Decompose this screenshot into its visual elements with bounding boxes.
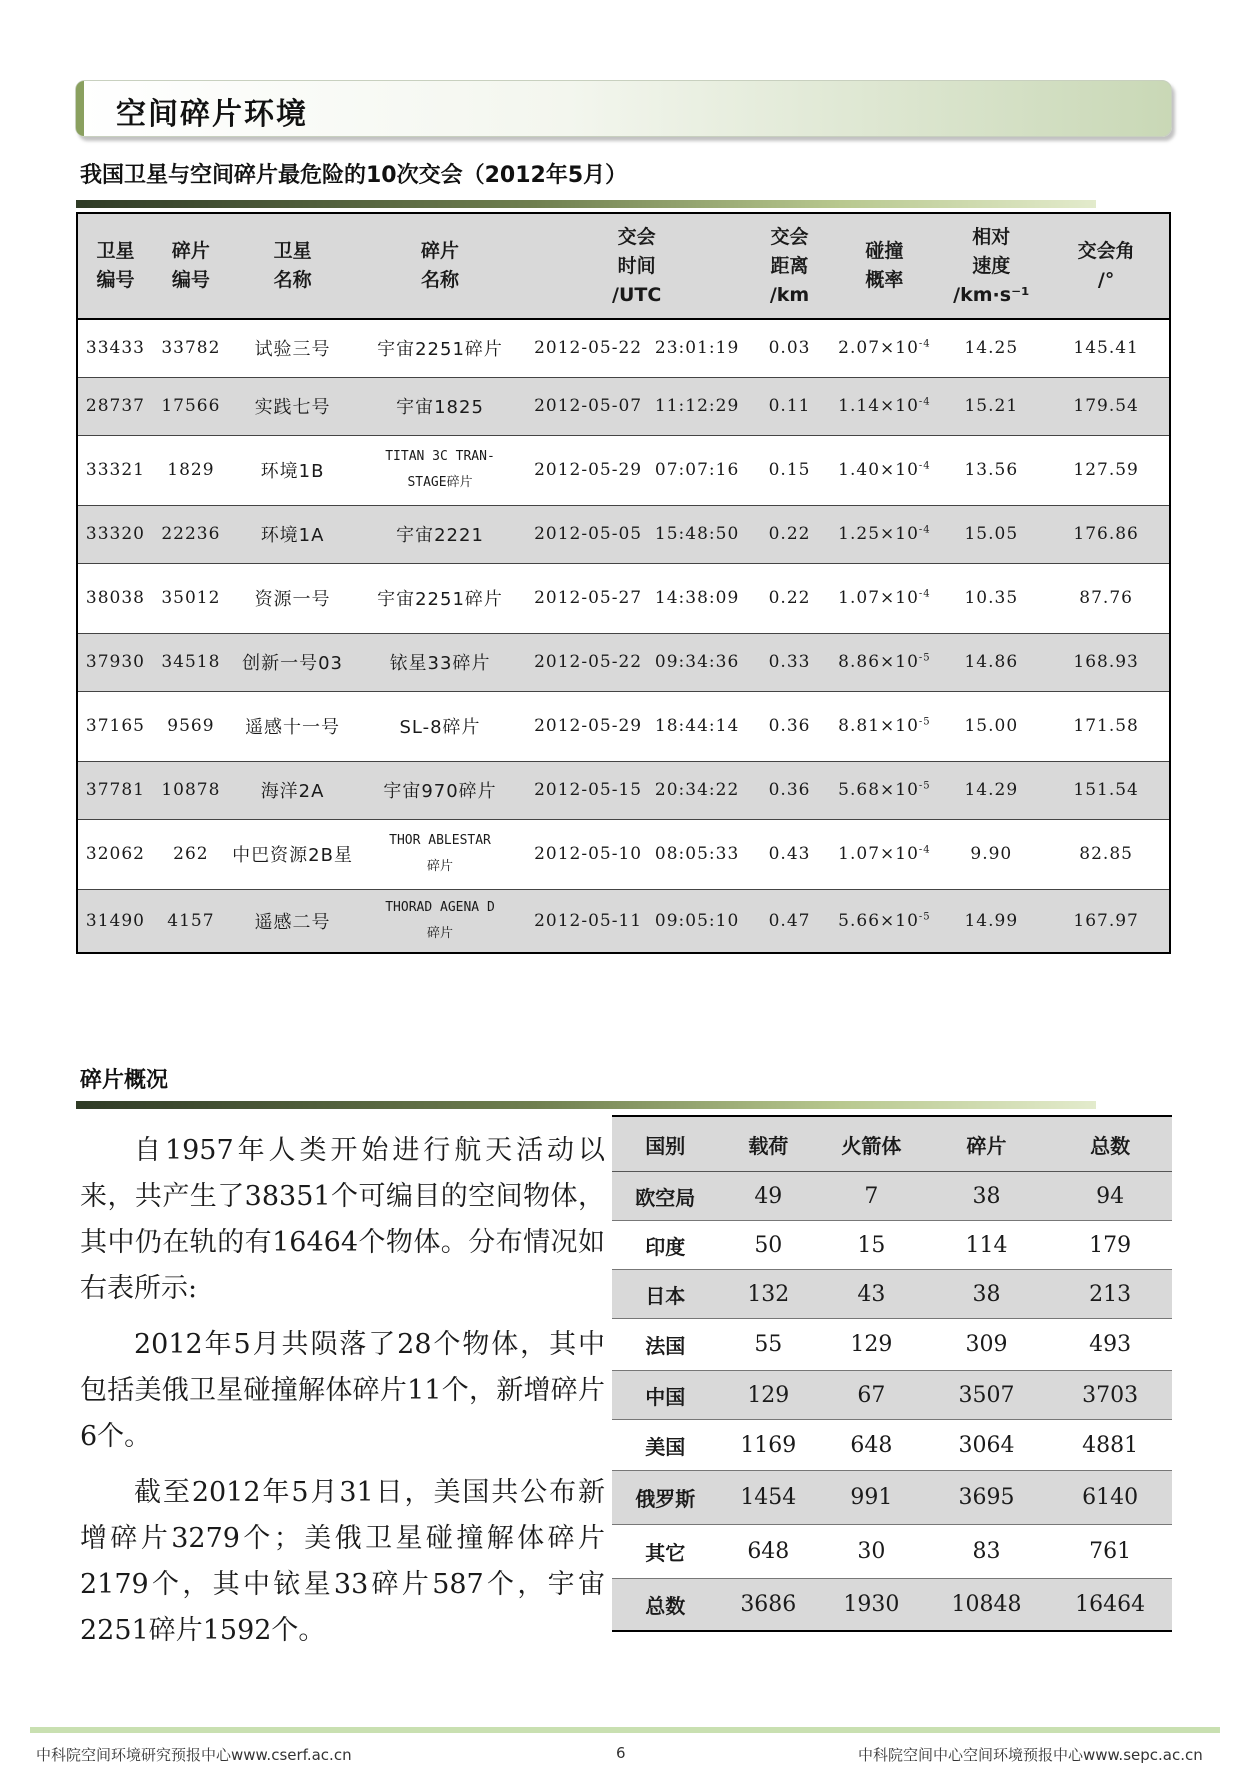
angle-cell: 127.59: [1043, 435, 1170, 505]
angle-cell: 145.41: [1043, 319, 1170, 377]
satellite-name-cell: 环境1A: [229, 505, 356, 563]
distance-cell: 0.03: [750, 319, 830, 377]
paragraph: 2012年5月共陨落了28个物体，其中包括美俄卫星碰撞解体碎片11个，新增碎片6个。: [80, 1329, 605, 1452]
column-header-line: 交会: [770, 225, 809, 248]
debris-name-line: 铱星33碎片: [389, 653, 491, 674]
angle-cell: 171.58: [1043, 691, 1170, 761]
probability-cell: [829, 377, 939, 435]
satellite-name-cell: 遥感十一号: [229, 691, 356, 761]
time-cell: 2012-05-05 15:48:50: [524, 505, 750, 563]
satellite-id-cell: 31490: [77, 889, 153, 953]
count-cell: 43: [818, 1270, 925, 1319]
satellite-id-cell: 28737: [77, 377, 153, 435]
debris-name-line: 宇宙970碎片: [383, 781, 497, 802]
table-row: [612, 1471, 1172, 1525]
debris-id-cell: 9569: [153, 691, 229, 761]
probability-cell: [829, 563, 939, 633]
time-cell: 2012-05-11 09:05:10: [524, 889, 750, 953]
paragraph: 截至2012年5月31日，美国共公布新增碎片3279个；美俄卫星碰撞解体碎片2179个，其中铱星33碎片587个，宇宙2251碎片1592个。: [80, 1477, 605, 1646]
angle-cell: 176.86: [1043, 505, 1170, 563]
debris-name-line: SL-8碎片: [399, 717, 481, 738]
debris-name-cell: [356, 435, 523, 505]
time-cell: 2012-05-07 11:12:29: [524, 377, 750, 435]
count-cell: 114: [925, 1221, 1049, 1270]
probability-exponent: -5: [918, 780, 931, 792]
distance-cell: 0.43: [750, 819, 830, 889]
country-name-cell: 俄罗斯: [612, 1471, 719, 1525]
column-header-line: /°: [1097, 269, 1115, 291]
column-header-line: 卫星: [96, 240, 135, 262]
count-cell: 4881: [1048, 1420, 1172, 1471]
probability-exponent: -5: [918, 911, 931, 923]
debris-id-cell: 33782: [153, 319, 229, 377]
satellite-id-cell: 37781: [77, 761, 153, 819]
distance-cell: 0.36: [750, 691, 830, 761]
probability-mantissa: 5.66×10: [838, 910, 919, 931]
column-header: [1043, 213, 1170, 319]
probability-cell: [829, 691, 939, 761]
debris-id-cell: 35012: [153, 563, 229, 633]
column-header-line: 名称: [273, 269, 312, 291]
country-body: [612, 1172, 1172, 1631]
debris-name-cell: [356, 563, 523, 633]
probability-exponent: -5: [918, 652, 931, 664]
overview-body: [80, 1128, 605, 1664]
velocity-cell: 13.56: [939, 435, 1043, 505]
velocity-cell: 10.35: [939, 563, 1043, 633]
table-row: [77, 563, 1170, 633]
debris-name-line: THOR ABLESTAR: [389, 833, 491, 848]
angle-cell: 179.54: [1043, 377, 1170, 435]
probability-mantissa: 2.07×10: [838, 338, 919, 359]
table-row: [612, 1270, 1172, 1319]
time-cell: 2012-05-29 07:07:16: [524, 435, 750, 505]
velocity-cell: 15.00: [939, 691, 1043, 761]
table-row: [77, 633, 1170, 691]
count-cell: 3064: [925, 1420, 1049, 1471]
count-cell: 67: [818, 1371, 925, 1420]
country-name-cell: 法国: [612, 1319, 719, 1371]
column-header-line: 相对: [972, 225, 1011, 248]
velocity-cell: 14.29: [939, 761, 1043, 819]
debris-name-cell: [356, 889, 523, 953]
distance-cell: 0.22: [750, 505, 830, 563]
probability-exponent: -4: [918, 844, 931, 856]
distance-cell: 0.36: [750, 761, 830, 819]
count-cell: 132: [719, 1270, 819, 1319]
satellite-id-cell: 33321: [77, 435, 153, 505]
column-header-line: 编号: [96, 269, 135, 291]
country-header-row: [612, 1116, 1172, 1172]
debris-name-line: 碎片: [427, 859, 454, 874]
count-cell: 761: [1048, 1525, 1172, 1579]
time-cell: 2012-05-22 23:01:19: [524, 319, 750, 377]
satellite-name-cell: 海洋2A: [229, 761, 356, 819]
debris-id-cell: 4157: [153, 889, 229, 953]
debris-name-cell: [356, 691, 523, 761]
column-header: 总数: [1048, 1116, 1172, 1172]
column-header: [939, 213, 1043, 319]
count-cell: 1930: [818, 1579, 925, 1631]
debris-name-line: THORAD AGENA D: [385, 899, 495, 915]
conjunction-header-row: [77, 213, 1170, 319]
satellite-name-cell: 创新一号03: [229, 633, 356, 691]
debris-name-cell: [356, 633, 523, 691]
probability-exponent: -4: [918, 396, 931, 408]
debris-id-cell: 1829: [153, 435, 229, 505]
satellite-id-cell: 37930: [77, 633, 153, 691]
count-cell: 648: [818, 1420, 925, 1471]
probability-exponent: -4: [918, 338, 931, 350]
table-row: [77, 889, 1170, 953]
debris-name-line: 宇宙2251碎片: [377, 339, 503, 361]
count-cell: 50: [719, 1221, 819, 1270]
count-cell: 648: [719, 1525, 819, 1579]
country-name-cell: 其它: [612, 1525, 719, 1579]
probability-exponent: -5: [918, 716, 931, 728]
conjunction-body: [77, 319, 1170, 953]
velocity-cell: 15.05: [939, 505, 1043, 563]
probability-mantissa: 8.86×10: [838, 652, 919, 672]
country-name-cell: 印度: [612, 1221, 719, 1270]
debris-name-line: 宇宙2221: [396, 525, 484, 546]
debris-name-cell: [356, 819, 523, 889]
count-cell: 1169: [719, 1420, 819, 1471]
count-cell: 16464: [1048, 1579, 1172, 1631]
column-header: 火箭体: [818, 1116, 925, 1172]
satellite-name-cell: 资源一号: [229, 563, 356, 633]
debris-name-line: TITAN 3C TRAN-: [385, 449, 495, 464]
time-cell: 2012-05-15 20:34:22: [524, 761, 750, 819]
probability-cell: [829, 435, 939, 505]
probability-cell: [829, 889, 939, 953]
satellite-id-cell: 37165: [77, 691, 153, 761]
table-row: [612, 1525, 1172, 1579]
probability-cell: [829, 319, 939, 377]
time-cell: 2012-05-27 14:38:09: [524, 563, 750, 633]
column-header: [524, 213, 750, 319]
country-name-cell: 美国: [612, 1420, 719, 1471]
time-cell: 2012-05-29 18:44:14: [524, 691, 750, 761]
debris-name-line: 宇宙1825: [396, 397, 484, 418]
distance-cell: 0.11: [750, 377, 830, 435]
distance-cell: 0.33: [750, 633, 830, 691]
column-header-line: 碰撞: [865, 240, 904, 262]
distance-cell: 0.15: [750, 435, 830, 505]
debris-id-cell: 22236: [153, 505, 229, 563]
column-header-line: /UTC: [612, 283, 662, 306]
count-cell: 49: [719, 1172, 819, 1221]
count-cell: 129: [818, 1319, 925, 1371]
column-header: [829, 213, 939, 319]
page-number: 6: [616, 1744, 626, 1762]
column-header-line: 速度: [972, 254, 1011, 277]
debris-name-cell: [356, 761, 523, 819]
debris-name-cell: [356, 319, 523, 377]
angle-cell: 82.85: [1043, 819, 1170, 889]
column-header-line: 概率: [865, 269, 904, 291]
table-row: [77, 691, 1170, 761]
satellite-name-cell: 遥感二号: [229, 889, 356, 953]
velocity-cell: 9.90: [939, 819, 1043, 889]
overview-underline: [76, 1101, 1096, 1109]
probability-mantissa: 1.07×10: [838, 844, 919, 864]
time-cell: 2012-05-22 09:34:36: [524, 633, 750, 691]
satellite-id-cell: 33433: [77, 319, 153, 377]
probability-cell: [829, 505, 939, 563]
count-cell: 38: [925, 1172, 1049, 1221]
column-header: [229, 213, 356, 319]
section-title: 空间碎片环境: [116, 97, 308, 132]
count-cell: 94: [1048, 1172, 1172, 1221]
overview-title: 碎片概况: [80, 1068, 169, 1093]
table-row: [612, 1319, 1172, 1371]
probability-mantissa: 8.81×10: [838, 716, 919, 736]
probability-mantissa: 1.25×10: [838, 524, 919, 544]
table-row: [77, 319, 1170, 377]
table-row: [612, 1221, 1172, 1270]
count-cell: 493: [1048, 1319, 1172, 1371]
debris-name-line: STAGE碎片: [407, 475, 473, 490]
table-row: [77, 377, 1170, 435]
table-row: [612, 1172, 1172, 1221]
column-header: [153, 213, 229, 319]
column-header-line: 碎片: [421, 240, 460, 262]
column-header-line: 卫星: [273, 240, 312, 262]
title-underline: [76, 200, 1096, 208]
probability-mantissa: 5.68×10: [838, 780, 919, 800]
distance-cell: 0.47: [750, 889, 830, 953]
footer-right: 中科院空间中心空间环境预报中心www.sepc.ac.cn: [858, 1746, 1203, 1764]
table-row: [612, 1420, 1172, 1471]
column-header: [750, 213, 830, 319]
count-cell: 83: [925, 1525, 1049, 1579]
column-header: 碎片: [925, 1116, 1049, 1172]
country-name-cell: 中国: [612, 1371, 719, 1420]
satellite-name-cell: 实践七号: [229, 377, 356, 435]
table-row: [612, 1579, 1172, 1631]
probability-exponent: -4: [918, 588, 931, 600]
velocity-cell: 14.25: [939, 319, 1043, 377]
satellite-name-cell: 中巴资源2B星: [229, 819, 356, 889]
table-row: [77, 435, 1170, 505]
column-header-line: 交会: [617, 225, 656, 248]
debris-name-cell: [356, 505, 523, 563]
count-cell: 10848: [925, 1579, 1049, 1631]
country-name-cell: 欧空局: [612, 1172, 719, 1221]
debris-name-line: 宇宙2251碎片: [377, 589, 503, 610]
angle-cell: 168.93: [1043, 633, 1170, 691]
satellite-name-cell: 试验三号: [229, 319, 356, 377]
table-row: [77, 819, 1170, 889]
section-banner: [75, 80, 1172, 137]
column-header-line: 编号: [171, 269, 210, 291]
country-name-cell: 日本: [612, 1270, 719, 1319]
column-header: [356, 213, 523, 319]
conjunction-table-title: 我国卫星与空间碎片最危险的10次交会（2012年5月）: [80, 163, 628, 188]
count-cell: 3507: [925, 1371, 1049, 1420]
column-header-line: 时间: [617, 254, 656, 277]
probability-cell: [829, 633, 939, 691]
velocity-cell: 14.99: [939, 889, 1043, 953]
column-header-line: 名称: [421, 269, 460, 291]
satellite-id-cell: 32062: [77, 819, 153, 889]
count-cell: 30: [818, 1525, 925, 1579]
column-header-line: 碎片: [171, 240, 210, 262]
count-cell: 179: [1048, 1221, 1172, 1270]
count-cell: 213: [1048, 1270, 1172, 1319]
table-row: [612, 1371, 1172, 1420]
count-cell: 3686: [719, 1579, 819, 1631]
satellite-name-cell: 环境1B: [229, 435, 356, 505]
debris-id-cell: 17566: [153, 377, 229, 435]
debris-name-cell: [356, 377, 523, 435]
probability-exponent: -4: [918, 460, 931, 472]
debris-id-cell: 34518: [153, 633, 229, 691]
velocity-cell: 14.86: [939, 633, 1043, 691]
debris-id-cell: 262: [153, 819, 229, 889]
column-header-line: /km: [769, 283, 810, 306]
table-row: [77, 761, 1170, 819]
count-cell: 991: [818, 1471, 925, 1525]
count-cell: 129: [719, 1371, 819, 1420]
count-cell: 7: [818, 1172, 925, 1221]
angle-cell: 87.76: [1043, 563, 1170, 633]
probability-mantissa: 1.40×10: [838, 460, 919, 480]
footer-left: 中科院空间环境研究预报中心www.cserf.ac.cn: [36, 1746, 352, 1764]
count-cell: 6140: [1048, 1471, 1172, 1525]
country-table: [612, 1115, 1172, 1632]
column-header-line: /km·s⁻¹: [953, 283, 1030, 306]
table-row: [77, 505, 1170, 563]
column-header: 国别: [612, 1116, 719, 1172]
probability-exponent: -4: [918, 524, 931, 536]
count-cell: 3695: [925, 1471, 1049, 1525]
count-cell: 55: [719, 1319, 819, 1371]
satellite-id-cell: 33320: [77, 505, 153, 563]
banner-accent: [76, 81, 84, 136]
count-cell: 1454: [719, 1471, 819, 1525]
distance-cell: 0.22: [750, 563, 830, 633]
angle-cell: 167.97: [1043, 889, 1170, 953]
angle-cell: 151.54: [1043, 761, 1170, 819]
country-name-cell: 总数: [612, 1579, 719, 1631]
column-header: [77, 213, 153, 319]
time-cell: 2012-05-10 08:05:33: [524, 819, 750, 889]
probability-mantissa: 1.14×10: [838, 396, 919, 416]
count-cell: 15: [818, 1221, 925, 1270]
debris-id-cell: 10878: [153, 761, 229, 819]
footer-rule: [30, 1727, 1220, 1733]
paragraph: 自1957年人类开始进行航天活动以来，共产生了38351个可编目的空间物体，其中仍在轨的有16464个物体。分布情况如右表所示:: [80, 1135, 605, 1304]
debris-name-line: 碎片: [427, 925, 454, 941]
count-cell: 309: [925, 1319, 1049, 1371]
column-header-line: 距离: [770, 254, 809, 277]
conjunction-table: [76, 212, 1171, 954]
probability-cell: [829, 819, 939, 889]
satellite-id-cell: 38038: [77, 563, 153, 633]
probability-mantissa: 1.07×10: [838, 588, 919, 608]
probability-cell: [829, 761, 939, 819]
column-header-line: 交会角: [1077, 240, 1135, 262]
count-cell: 38: [925, 1270, 1049, 1319]
velocity-cell: 15.21: [939, 377, 1043, 435]
column-header: 载荷: [719, 1116, 819, 1172]
count-cell: 3703: [1048, 1371, 1172, 1420]
